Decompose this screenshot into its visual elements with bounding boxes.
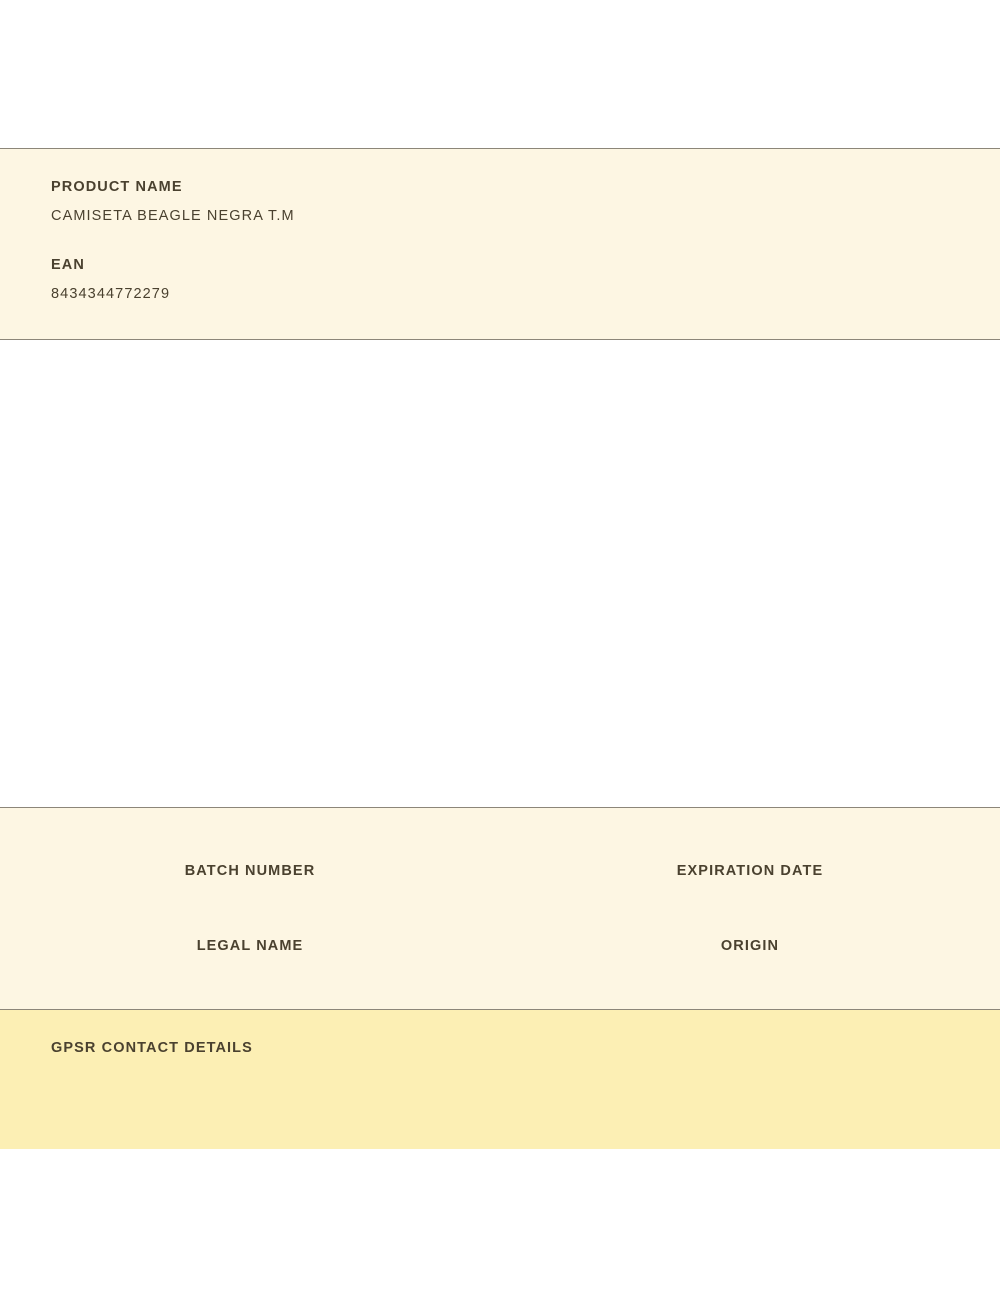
blank-content-area [0,340,1000,807]
origin-label: ORIGIN [720,937,780,954]
ean-label: EAN [51,256,85,273]
ean-value: 8434344772279 [51,286,171,303]
bottom-spacer [0,1150,1000,1300]
gpsr-contact-details-label: GPSR CONTACT DETAILS [51,1040,253,1056]
batch-number-label: BATCH NUMBER [184,863,316,880]
product-info-section [0,148,1000,340]
attributes-row [0,862,1000,880]
attribute-origin [500,937,1000,955]
attributes-section [0,807,1000,1010]
product-name-label: PRODUCT NAME [51,179,183,195]
product-name-value: CAMISETA BEAGLE NEGRA T.M [51,208,295,225]
attribute-batch-number [0,862,500,880]
gpsr-section [0,1010,1000,1150]
field-ean [51,257,950,304]
legal-name-label: LEGAL NAME [196,937,304,954]
expiration-date-label: EXPIRATION DATE [676,863,824,880]
field-product-name [51,179,950,226]
attribute-expiration-date [500,862,1000,880]
top-spacer [0,0,1000,148]
attributes-row [0,937,1000,955]
attribute-legal-name [0,937,500,955]
